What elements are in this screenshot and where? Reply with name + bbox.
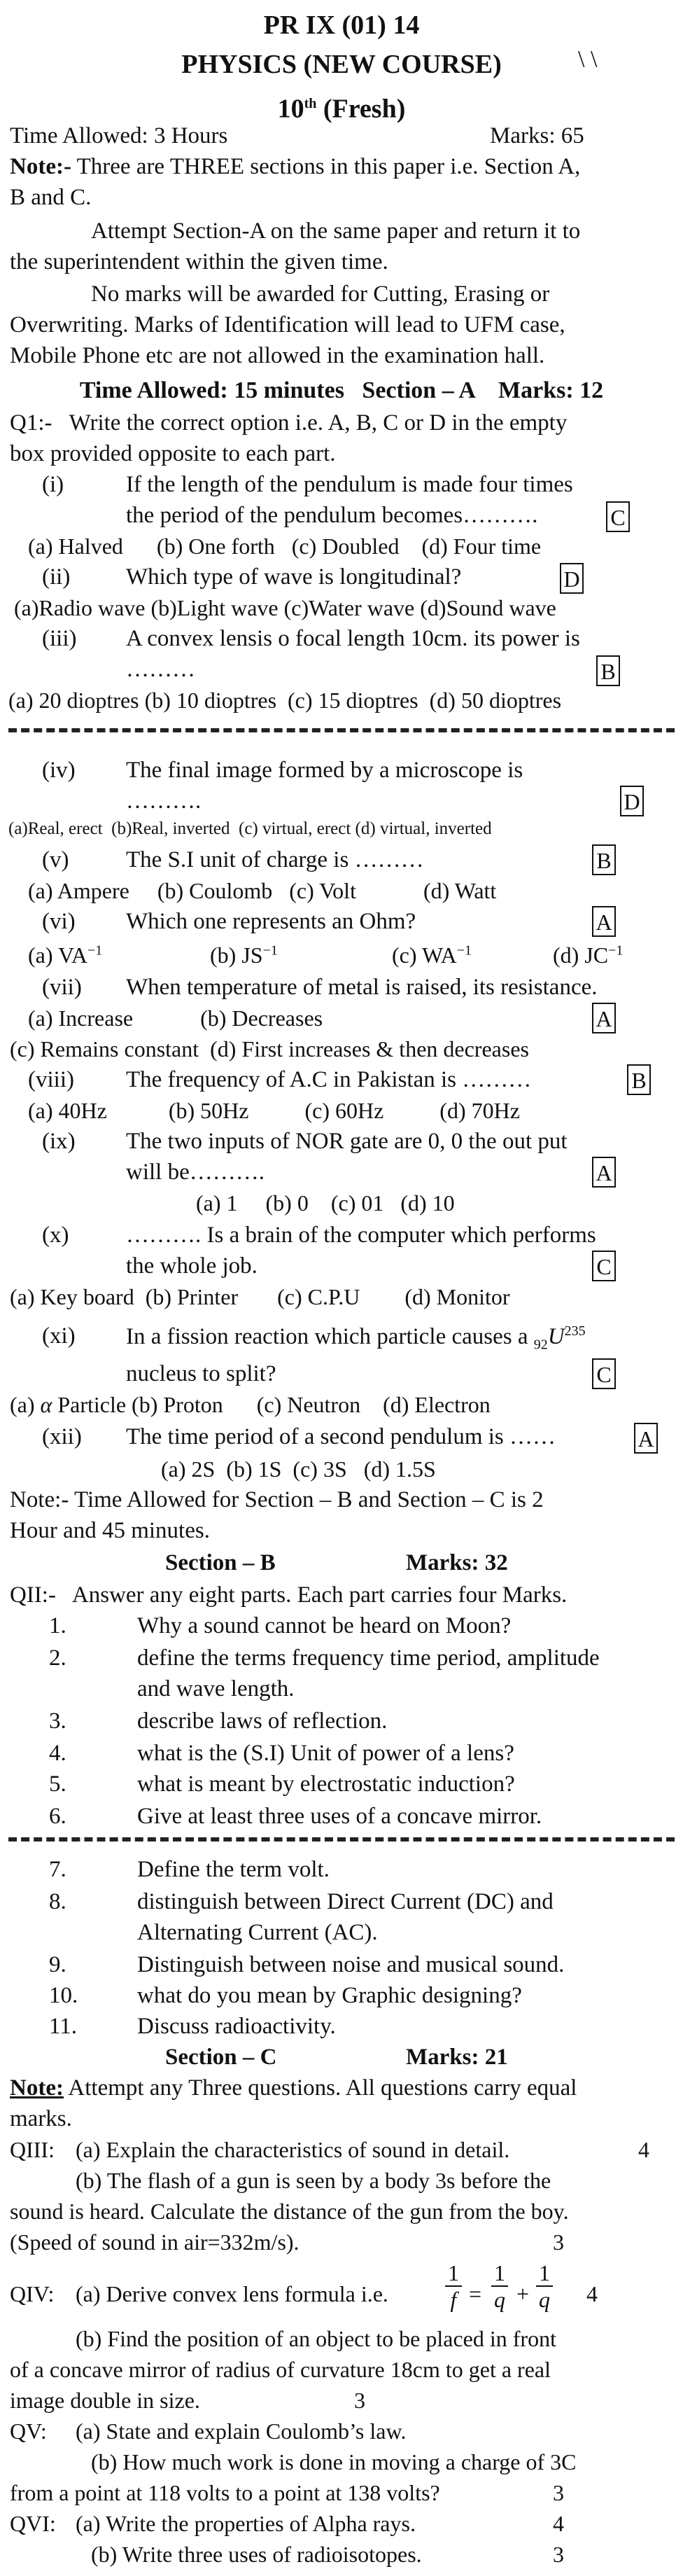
- answer-box[interactable]: B: [627, 1064, 651, 1095]
- section-b-heading: Section – B: [165, 1550, 276, 1575]
- instruction-para-2-l2: Overwriting. Marks of Identification will lead to UFM case,: [10, 312, 565, 337]
- long-question-cont: from a point at 118 volts to a point at 138 volts?: [10, 2480, 440, 2505]
- mcq-stem-cont: the period of the pendulum becomes……….: [126, 503, 538, 528]
- answer-box[interactable]: A: [592, 1157, 616, 1188]
- paper-code: PR IX (01) 14: [263, 11, 420, 40]
- mcq-stem-cont: nucleus to split?: [126, 1361, 276, 1386]
- long-question: (a) Explain the characteristics of sound in detail.: [76, 2137, 510, 2162]
- mcq-number: (i): [42, 472, 64, 497]
- answer-box[interactable]: D: [560, 563, 584, 594]
- question-marks: 3: [553, 2542, 564, 2567]
- short-question: describe laws of reflection.: [137, 1708, 388, 1734]
- mcq-number: (iv): [42, 758, 76, 783]
- section-c-note: Note: Attempt any Three questions. All questions carry equal: [10, 2075, 577, 2101]
- short-question: what is the (S.I) Unit of power of a lens?: [137, 1741, 514, 1766]
- mcq-options: (a) α Particle (b) Proton (c) Neutron (d) Electron: [10, 1392, 491, 1417]
- question-marks: 3: [354, 2388, 365, 2413]
- long-question: (b) How much work is done in moving a charge of 3C: [91, 2449, 577, 2474]
- mcq-option-a: (a) $VA^{-1}$: [28, 942, 103, 968]
- section-b-instruction: QII:- Answer any eight parts. Each part carries four Marks.: [10, 1582, 568, 1608]
- short-question-cont: Alternating Current (AC).: [137, 1920, 378, 1945]
- mcq-stem-cont: will be……….: [126, 1160, 265, 1185]
- short-question: Distinguish between noise and musical sound.: [137, 1952, 565, 1977]
- paper-subject: PHYSICS (NEW COURSE): [181, 50, 502, 79]
- mcq-number: (ix): [42, 1129, 76, 1154]
- section-c-heading: Section – C: [165, 2045, 277, 2070]
- mcq-options: (a) Ampere (b) Coulomb (c) Volt (d) Watt: [28, 878, 497, 903]
- mcq-stem: If the length of the pendulum is made four times: [126, 472, 573, 497]
- mcq-options: (a) Halved (b) One forth (c) Doubled (d) Four time: [28, 534, 542, 559]
- mcq-number: (viii): [28, 1067, 74, 1092]
- mcq-option-c: (c) $WA^{-1}$: [392, 942, 472, 968]
- mcq-number: (ii): [42, 564, 71, 590]
- long-question-cont: of a concave mirror of radius of curvature 18cm to get a real: [10, 2357, 551, 2382]
- question-number: 10.: [49, 1983, 78, 2008]
- mcq-number: (xi): [42, 1323, 76, 1349]
- mcq-stem: Which type of wave is longitudinal?: [126, 564, 462, 590]
- page-divider: [8, 1837, 675, 1842]
- total-marks: Marks: 65: [490, 123, 584, 148]
- question-number: 7.: [49, 1857, 66, 1882]
- mcq-options: (a) Increase (b) Decreases: [28, 1005, 323, 1031]
- mcq-options: (a) 40Hz (b) 50Hz (c) 60Hz (d) 70Hz: [28, 1098, 520, 1123]
- mcq-number: (vi): [42, 909, 76, 934]
- answer-box[interactable]: B: [596, 655, 620, 686]
- mcq-option-b: (b) $JS^{-1}$: [210, 942, 278, 968]
- mcq-stem: The S.I unit of charge is ………: [126, 847, 424, 872]
- question-label: QVI:: [10, 2511, 56, 2536]
- question-number: 2.: [49, 1645, 66, 1671]
- section-c-note-cont: marks.: [10, 2106, 72, 2131]
- question-number: 1.: [49, 1613, 66, 1638]
- long-question: (b) Write three uses of radioisotopes.: [91, 2542, 422, 2567]
- long-question-cont: sound is heard. Calculate the distance of the gun from the boy.: [10, 2199, 569, 2224]
- question-number: 4.: [49, 1741, 66, 1766]
- mcq-stem: When temperature of metal is raised, its resistance.: [126, 975, 598, 1000]
- question-label: QIV:: [10, 2281, 55, 2306]
- section-a-instruction-cont: box provided opposite to each part.: [10, 441, 336, 466]
- long-question: (a) Derive convex lens formula i.e.: [76, 2281, 388, 2306]
- long-question-cont: (Speed of sound in air=332m/s).: [10, 2229, 300, 2255]
- long-question: (a) Write the properties of Alpha rays.: [76, 2511, 416, 2536]
- instruction-para-2: No marks will be awarded for Cutting, Erasing or: [91, 281, 550, 307]
- mcq-number: (v): [42, 847, 69, 872]
- answer-box[interactable]: A: [634, 1423, 658, 1454]
- question-marks: 4: [586, 2281, 598, 2306]
- section-a-instruction: Q1:- Write the correct option i.e. A, B, C or D in the empty: [10, 410, 568, 436]
- mcq-stem: Which one represents an Ohm?: [126, 909, 416, 934]
- formula-equals: =: [469, 2281, 482, 2306]
- mcq-stem-cont: the whole job.: [126, 1253, 258, 1279]
- mcq-stem: In a fission reaction which particle causes a $_{92}U^{235}$: [126, 1323, 586, 1353]
- instruction-para-1: Attempt Section-A on the same paper and return it to: [91, 218, 581, 244]
- long-question: (b) Find the position of an object to be placed in front: [76, 2326, 556, 2351]
- mcq-options: (a)Real, erect (b)Real, inverted (c) virtual, erect (d) virtual, inverted: [8, 819, 492, 838]
- short-question: distinguish between Direct Current (DC) and: [137, 1889, 554, 1914]
- paper-grade: 10th (Fresh): [277, 94, 406, 124]
- short-question: Why a sound cannot be heard on Moon?: [137, 1613, 512, 1638]
- short-question: Discuss radioactivity.: [137, 2014, 336, 2039]
- question-number: 5.: [49, 1771, 66, 1797]
- mcq-stem: A convex lensis o focal length 10cm. its power is: [126, 626, 580, 651]
- mcq-stem-cont: ……….: [126, 788, 202, 814]
- short-question: Give at least three uses of a concave mirror.: [137, 1804, 542, 1829]
- answer-box[interactable]: A: [592, 906, 616, 937]
- answer-box[interactable]: B: [592, 844, 616, 875]
- short-question: define the terms frequency time period, amplitude: [137, 1645, 600, 1671]
- question-number: 9.: [49, 1952, 66, 1977]
- formula-term-f: $\frac{1}{f}$: [445, 2260, 462, 2312]
- answer-box[interactable]: C: [606, 501, 630, 532]
- question-number: 8.: [49, 1889, 66, 1914]
- mcq-stem: The time period of a second pendulum is ……: [126, 1424, 556, 1449]
- formula-plus: +: [516, 2281, 530, 2306]
- mcq-stem: The two inputs of NOR gate are 0, 0 the out put: [126, 1129, 568, 1154]
- mcq-options-cont: (c) Remains constant (d) First increases & then decreases: [10, 1036, 529, 1061]
- handwritten-mark: \ \: [578, 46, 598, 72]
- mcq-number: (x): [42, 1223, 69, 1248]
- mcq-number: (xii): [42, 1424, 82, 1449]
- mcq-number: (iii): [42, 626, 77, 651]
- short-question-cont: and wave length.: [137, 1676, 295, 1701]
- long-question: (b) The flash of a gun is seen by a body 3s before the: [76, 2168, 551, 2193]
- question-number: 11.: [49, 2014, 78, 2039]
- question-label: QV:: [10, 2418, 47, 2444]
- question-marks: 4: [553, 2511, 564, 2536]
- formula-term-q: $\frac{1}{q}$: [536, 2260, 553, 2312]
- mcq-stem-cont: ………: [126, 657, 195, 682]
- short-question: Define the term volt.: [137, 1857, 330, 1882]
- question-number: 6.: [49, 1804, 66, 1829]
- question-number: 3.: [49, 1708, 66, 1734]
- time-allowed: Time Allowed: 3 Hours: [10, 123, 228, 148]
- note-intro-cont: B and C.: [10, 185, 92, 210]
- mcq-options: (a) 1 (b) 0 (c) 01 (d) 10: [196, 1190, 455, 1216]
- mcq-stem: The frequency of A.C in Pakistan is ………: [126, 1067, 532, 1092]
- question-marks: 3: [553, 2480, 564, 2505]
- long-question: (a) State and explain Coulomb’s law.: [76, 2418, 407, 2444]
- mcq-number: (vii): [42, 975, 82, 1000]
- instruction-para-1-cont: the superintendent within the given time.: [10, 249, 388, 274]
- note-time: Note:- Time Allowed for Section – B and Section – C is 2: [10, 1487, 544, 1512]
- mcq-options: (a) 20 dioptres (b) 10 dioptres (c) 15 dioptres (d) 50 dioptres: [8, 688, 562, 713]
- mcq-stem: The final image formed by a microscope is: [126, 758, 523, 783]
- answer-box[interactable]: A: [592, 1003, 616, 1033]
- question-marks: 4: [638, 2137, 649, 2162]
- section-a-heading: Time Allowed: 15 minutes Section – A Marks: 12: [79, 377, 604, 403]
- mcq-stem: ………. Is a brain of the computer which performs: [126, 1223, 596, 1248]
- question-label: QIII:: [10, 2137, 55, 2162]
- long-question-cont: image double in size.: [10, 2388, 200, 2413]
- formula-term-p: $\frac{1}{q}$: [491, 2260, 508, 2312]
- mcq-options: (a) 2S (b) 1S (c) 3S (d) 1.5S: [161, 1456, 436, 1482]
- question-marks: 3: [553, 2229, 564, 2255]
- short-question: what is meant by electrostatic induction?: [137, 1771, 515, 1797]
- answer-box[interactable]: C: [592, 1251, 616, 1281]
- section-b-marks: Marks: 32: [406, 1550, 508, 1575]
- page-divider: [8, 728, 675, 732]
- note-time-cont: Hour and 45 minutes.: [10, 1518, 210, 1543]
- answer-box[interactable]: C: [592, 1358, 616, 1389]
- note-intro: Note:- Three are THREE sections in this paper i.e. Section A,: [10, 154, 581, 179]
- short-question: what do you mean by Graphic designing?: [137, 1983, 522, 2008]
- answer-box[interactable]: D: [620, 786, 644, 816]
- instruction-para-2-l3: Mobile Phone etc are not allowed in the examination hall.: [10, 343, 545, 368]
- mcq-options: (a) Key board (b) Printer (c) C.P.U (d) Monitor: [10, 1284, 510, 1309]
- section-c-marks: Marks: 21: [406, 2045, 508, 2070]
- mcq-option-d: (d) $JC^{-1}$: [553, 942, 624, 968]
- mcq-options: (a)Radio wave (b)Light wave (c)Water wave (d)Sound wave: [14, 595, 556, 620]
